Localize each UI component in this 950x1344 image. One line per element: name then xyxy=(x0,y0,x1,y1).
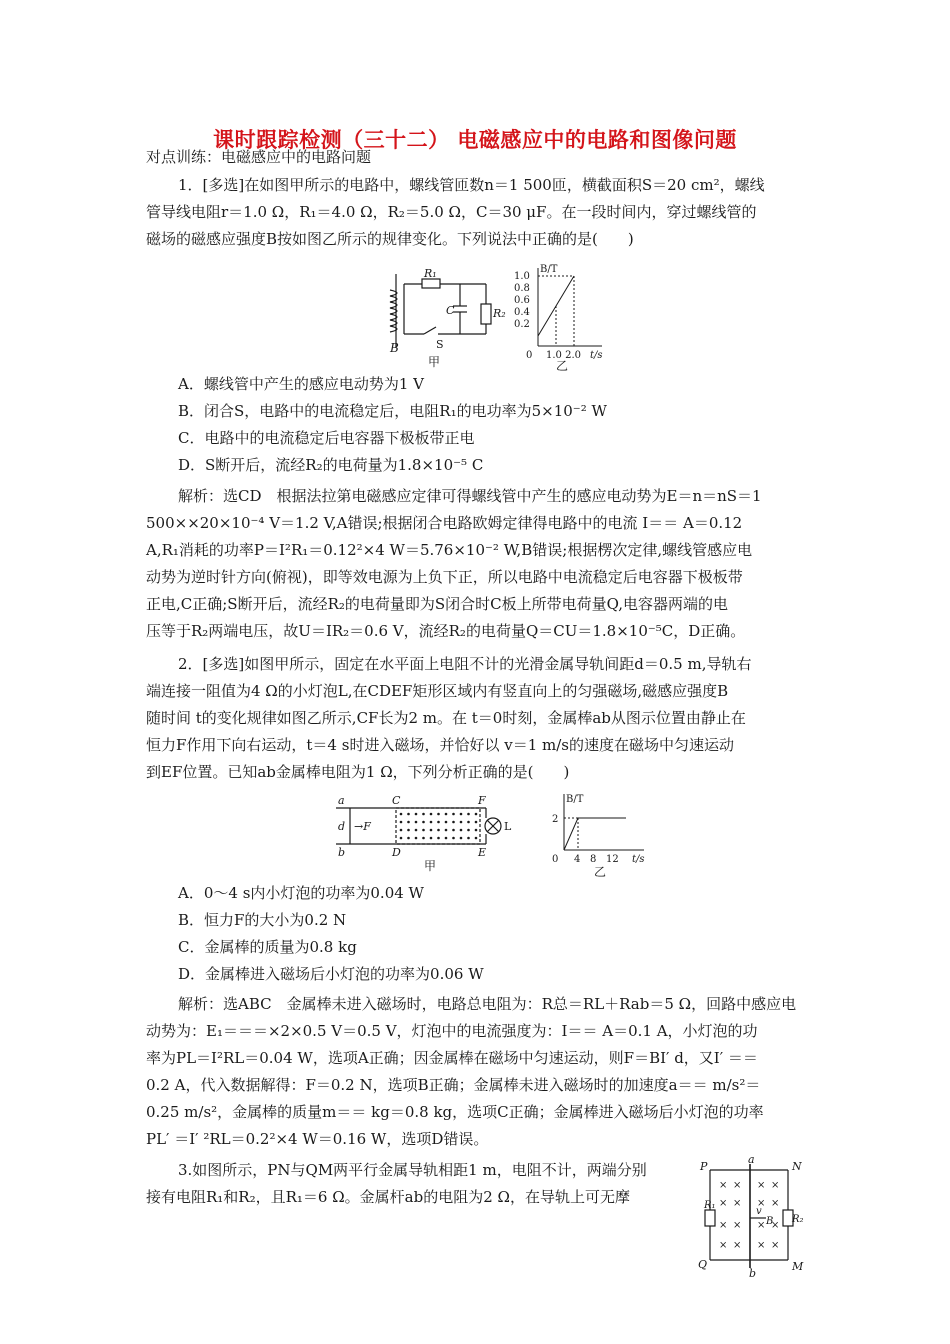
field-dot xyxy=(430,813,433,816)
q2-label: C xyxy=(392,794,401,807)
q2-label: b xyxy=(338,846,346,859)
q2-option: C．金属棒的质量为0.8 kg xyxy=(178,938,357,956)
q1-stem-line: 1．[多选]在如图甲所示的电路中，螺线管匝数n＝1 500匝，横截面积S＝20 cm²，螺线 xyxy=(178,176,765,194)
q3-label: a xyxy=(748,1153,755,1166)
field-dot xyxy=(400,837,403,840)
field-dot xyxy=(400,813,403,816)
q2-stem-line: 随时间 t的变化规律如图乙所示,CF长为2 m。在 t＝0时刻，金属棒ab从图示位置由静止在 xyxy=(146,709,746,727)
field-cross: × xyxy=(733,1240,742,1251)
q1-option: C．电路中的电流稳定后电容器下极板带正电 xyxy=(178,429,475,447)
q1-label: S xyxy=(436,338,444,351)
q3-label: P xyxy=(700,1160,708,1173)
page-title: 课时跟踪检测（三十二） 电磁感应中的电路和图像问题 xyxy=(213,127,737,152)
q2-analysis-line: PL′ ＝I′ ²RL＝0.2²×4 W＝0.16 W，选项D错误。 xyxy=(146,1130,489,1148)
field-dot xyxy=(467,837,470,840)
q2-label: t/s xyxy=(632,854,645,865)
field-cross: × xyxy=(771,1220,780,1231)
q2-label: a xyxy=(338,794,345,807)
field-dot xyxy=(452,837,455,840)
section-heading: 对点训练：电磁感应中的电路问题 xyxy=(146,148,372,166)
q2-label: D xyxy=(392,846,401,859)
field-dot xyxy=(422,837,425,840)
field-dot xyxy=(407,821,410,824)
q1-label: t/s xyxy=(590,350,603,361)
q1-stem-line: 管导线电阻r＝1.0 Ω，R₁＝4.0 Ω，R₂＝5.0 Ω，C＝30 μF。在一段时间内，穿过螺线管的 xyxy=(146,203,757,221)
field-dot xyxy=(430,829,433,832)
q2-analysis-line: 0.2 A，代入数据解得：F＝0.2 N，选项B正确；金属棒未进入磁场时的加速度a＝＝ m/s²＝ xyxy=(146,1076,761,1094)
q2-analysis-line: 率为PL＝I²RL＝0.04 W，选项A正确；因金属棒在磁场中匀速运动，则F＝BI′ d，又I′ ＝＝ xyxy=(146,1049,758,1067)
field-cross: × xyxy=(771,1240,780,1251)
q2-tick: 0 xyxy=(552,854,559,865)
q2-tick: 4 xyxy=(574,854,581,865)
field-dot xyxy=(430,821,433,824)
field-dot xyxy=(400,829,403,832)
field-dot xyxy=(407,813,410,816)
q2-label: E xyxy=(478,846,487,859)
field-dot xyxy=(452,829,455,832)
q2-tick: 12 xyxy=(606,854,619,865)
q3-label: N xyxy=(792,1160,802,1173)
field-dot xyxy=(445,821,448,824)
field-dot xyxy=(422,813,425,816)
q2-option: A．0～4 s内小灯泡的功率为0.04 W xyxy=(178,884,424,902)
field-dot xyxy=(430,837,433,840)
q1-analysis-line: 500××20×10⁻⁴ V＝1.2 V,A错误;根据闭合电路欧姆定律得电路中的电流 I＝＝ A＝0.12 xyxy=(146,514,743,532)
field-dot xyxy=(452,813,455,816)
field-cross: × xyxy=(757,1180,766,1191)
field-cross: × xyxy=(771,1180,780,1191)
q2-stem-line: 恒力F作用下向右运动，t＝4 s时进入磁场，并恰好以 v＝1 m/s的速度在磁场中匀速运动 xyxy=(146,736,734,754)
q2-label: L xyxy=(504,820,512,833)
q2-tick: 2 xyxy=(552,814,559,825)
q1-tick: 0.6 xyxy=(514,295,530,306)
q1-label: C xyxy=(446,304,455,317)
field-dot xyxy=(460,813,463,816)
q3-label: B xyxy=(766,1216,774,1227)
field-dot xyxy=(437,837,440,840)
field-cross: × xyxy=(719,1198,728,1209)
field-dot xyxy=(475,837,478,840)
field-dot xyxy=(452,821,455,824)
field-cross: × xyxy=(733,1220,742,1231)
field-dot xyxy=(437,829,440,832)
q3-label: Q xyxy=(698,1258,708,1271)
q1-bt-graph xyxy=(510,262,620,372)
q2-label: d xyxy=(338,820,346,833)
q1-analysis-line: 压等于R₂两端电压，故U＝IR₂＝0.6 V，流经R₂的电荷量Q＝CU＝1.8×10⁻⁵C，D正确。 xyxy=(146,622,746,640)
field-cross: × xyxy=(757,1220,766,1231)
q1-option: A．螺线管中产生的感应电动势为1 V xyxy=(178,375,424,393)
q3-stem-line: 接有电阻R₁和R₂，且R₁＝6 Ω。金属杆ab的电阻为2 Ω，在导轨上可无摩 xyxy=(146,1188,630,1206)
field-dot xyxy=(437,813,440,816)
field-cross: × xyxy=(719,1220,728,1231)
field-dot xyxy=(475,829,478,832)
q1-tick: 0.2 xyxy=(514,319,530,330)
q3-label: v xyxy=(756,1206,762,1217)
field-cross: × xyxy=(733,1180,742,1191)
q2-analysis-line: 0.25 m/s²，金属棒的质量m＝＝ kg＝0.8 kg，选项C正确；金属棒进入磁场后小灯泡的功率 xyxy=(146,1103,764,1121)
q2-tick: 8 xyxy=(590,854,597,865)
field-dot xyxy=(415,821,418,824)
field-dot xyxy=(422,829,425,832)
field-dot xyxy=(467,821,470,824)
q1-label: B xyxy=(390,341,399,355)
q3-label: R₁ xyxy=(704,1200,716,1211)
q2-label: 乙 xyxy=(594,865,607,879)
field-dot xyxy=(415,813,418,816)
q1-analysis-line: A,R₁消耗的功率P＝I²R₁＝0.12²×4 W＝5.76×10⁻² W,B错误;根据楞次定律,螺线管感应电 xyxy=(146,541,753,559)
q3-stem-line: 3.如图所示，PN与QM两平行金属导轨相距1 m，电阻不计，两端分别 xyxy=(178,1161,647,1179)
field-dot xyxy=(445,813,448,816)
field-dot xyxy=(467,813,470,816)
q1-label: 甲 xyxy=(428,355,441,369)
field-cross: × xyxy=(719,1240,728,1251)
field-dot xyxy=(400,821,403,824)
field-dot xyxy=(460,821,463,824)
q2-bt-graph xyxy=(544,790,664,880)
q3-label: R₂ xyxy=(792,1214,804,1225)
q1-analysis-line: 动势为逆时针方向(俯视)，即等效电源为上负下正，所以电路中电流稳定后电容器下极板带 xyxy=(146,568,743,586)
q3-label: b xyxy=(749,1267,757,1280)
field-dot xyxy=(460,829,463,832)
field-cross: × xyxy=(757,1198,766,1209)
q1-tick: 1.0 2.0 xyxy=(546,350,581,361)
field-dot xyxy=(467,829,470,832)
field-cross: × xyxy=(719,1180,728,1191)
q2-option: D．金属棒进入磁场后小灯泡的功率为0.06 W xyxy=(178,965,484,983)
q1-label: 乙 xyxy=(556,359,569,373)
q2-stem-line: 端连接一阻值为4 Ω的小灯泡L,在CDEF矩形区域内有竖直向上的匀强磁场,磁感应强度B xyxy=(146,682,729,700)
field-dot xyxy=(407,829,410,832)
q1-circuit-diagram xyxy=(376,267,506,370)
q1-option: B．闭合S，电路中的电流稳定后，电阻R₁的电功率为5×10⁻² W xyxy=(178,402,607,420)
q1-tick: 0 xyxy=(526,350,533,361)
q2-label: F xyxy=(478,794,486,807)
field-dot xyxy=(445,837,448,840)
q1-analysis-line: 正电,C正确;S断开后，流经R₂的电荷量即为S闭合时C板上所带电荷量Q,电容器两端的电 xyxy=(146,595,728,613)
field-dot xyxy=(415,837,418,840)
field-dot xyxy=(407,837,410,840)
q1-stem-line: 磁场的磁感应强度B按如图乙所示的规律变化。下列说法中正确的是( ) xyxy=(146,230,634,248)
field-dot xyxy=(460,837,463,840)
q1-tick: 0.8 xyxy=(514,283,530,294)
field-cross: × xyxy=(757,1240,766,1251)
field-dot xyxy=(415,829,418,832)
field-dot xyxy=(475,813,478,816)
q1-tick: 1.0 xyxy=(514,271,530,282)
q1-analysis-line: 解析：选CD 根据法拉第电磁感应定律可得螺线管中产生的感应电动势为E＝n＝nS＝1 xyxy=(178,487,762,505)
q1-label: B/T xyxy=(540,264,558,275)
q1-label: R₂ xyxy=(493,307,506,320)
q2-stem-line: 到EF位置。已知ab金属棒电阻为1 Ω，下列分析正确的是( ) xyxy=(146,763,570,781)
q1-tick: 0.4 xyxy=(514,307,530,318)
field-cross: × xyxy=(771,1198,780,1209)
q3-label: M xyxy=(792,1260,804,1273)
q2-label: →F xyxy=(354,820,371,833)
q1-option: D．S断开后，流经R₂的电荷量为1.8×10⁻⁵ C xyxy=(178,456,484,474)
q2-analysis-line: 解析：选ABC 金属棒未进入磁场时，电路总电阻为：R总＝RL＋Rab＝5 Ω，回路中感应电 xyxy=(178,995,797,1013)
q2-label: B/T xyxy=(566,794,584,805)
field-dot xyxy=(475,821,478,824)
q1-label: R₁ xyxy=(424,267,437,280)
q2-label: 甲 xyxy=(424,859,437,873)
q3-rail-diagram xyxy=(692,1153,814,1280)
q2-analysis-line: 动势为：E₁＝＝＝×2×0.5 V＝0.5 V，灯泡中的电流强度为：I＝＝ A＝0.1 A，小灯泡的功 xyxy=(146,1022,758,1040)
field-dot xyxy=(422,821,425,824)
q2-stem-line: 2．[多选]如图甲所示，固定在水平面上电阻不计的光滑金属导轨间距d＝0.5 m,导轨右 xyxy=(178,655,752,673)
field-cross: × xyxy=(733,1198,742,1209)
field-dot xyxy=(445,829,448,832)
field-dot xyxy=(437,821,440,824)
q2-rail-diagram xyxy=(336,796,526,876)
q2-option: B．恒力F的大小为0.2 N xyxy=(178,911,347,929)
